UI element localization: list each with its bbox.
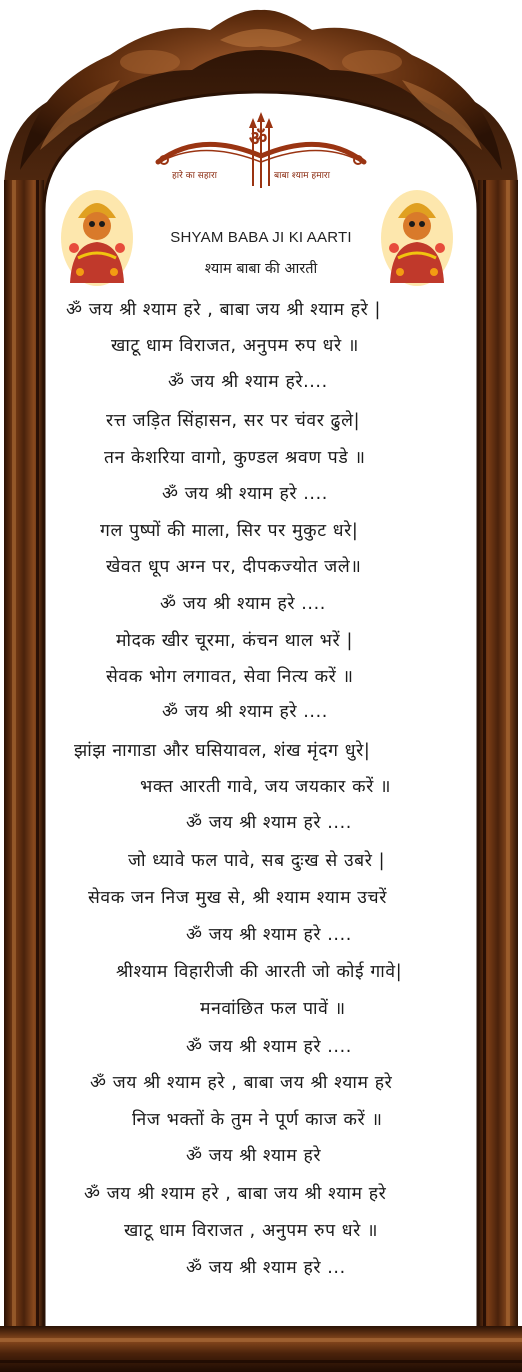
aarti-line: खाटू धाम विराजत , अनुपम रुप धरे ॥ [124, 1221, 379, 1241]
aarti-line: ॐ जय श्री श्याम हरे [186, 1146, 322, 1166]
aarti-line: ॐ जय श्री श्याम हरे , बाबा जय श्री श्याम हरे | [66, 300, 382, 320]
aarti-line: श्रीश्याम विहारीजी की आरती जो कोई गावे| [116, 962, 403, 982]
aarti-line: ॐ जय श्री श्याम हरे ... [186, 1258, 346, 1278]
aarti-line: खाटू धाम विराजत, अनुपम रुप धरे ॥ [111, 336, 359, 356]
aarti-line: जो ध्यावे फल पावे, सब दुःख से उबरे | [128, 851, 386, 871]
aarti-line: खेवत धूप अग्न पर, दीपकज्योत जले॥ [106, 557, 362, 577]
aarti-line: ॐ जय श्री श्याम हरे , बाबा जय श्री श्याम हरे [90, 1073, 393, 1093]
aarti-line: ॐ जय श्री श्याम हरे .... [160, 594, 326, 614]
aarti-line: मनवांछित फल पावें ॥ [200, 999, 346, 1019]
aarti-line: निज भक्तों के तुम ने पूर्ण काज करें ॥ [132, 1110, 383, 1130]
aarti-line: ॐ जय श्री श्याम हरे.... [168, 372, 328, 392]
aarti-line: ॐ जय श्री श्याम हरे .... [162, 702, 328, 722]
aarti-line: गल पुष्पों की माला, सिर पर मुकुट धरे| [100, 521, 359, 541]
aarti-line: सेवक जन निज मुख से, श्री श्याम श्याम उचरें [88, 888, 387, 908]
aarti-line: झांझ नागाडा और घसियावल, शंख मृंदग धुरे| [74, 741, 371, 761]
aarti-line: ॐ जय श्री श्याम हरे , बाबा जय श्री श्याम हरे [84, 1184, 387, 1204]
page-title: SHYAM BABA JI KI AARTI [170, 229, 352, 246]
aarti-line: ॐ जय श्री श्याम हरे .... [162, 484, 328, 504]
page-subtitle: श्याम बाबा की आरती [204, 261, 318, 277]
aarti-line: तन केशरिया वागो, कुण्डल श्रवण पडे ॥ [104, 448, 366, 468]
logo-caption-right: बाबा श्याम हमारा [274, 171, 330, 181]
header-logo [150, 110, 372, 190]
aarti-line: भक्त आरती गावे, जय जयकार करें ॥ [140, 777, 392, 797]
aarti-line: ॐ जय श्री श्याम हरे .... [186, 1037, 352, 1057]
aarti-line: रत्त जड़ित सिंहासन, सर पर चंवर ढुले| [106, 411, 361, 431]
logo-caption-left: हारे का सहारा [172, 171, 217, 181]
aarti-line: ॐ जय श्री श्याम हरे .... [186, 813, 352, 833]
aarti-line: सेवक भोग लगावत, सेवा नित्य करें ॥ [106, 667, 354, 687]
aarti-line: मोदक खीर चूरमा, कंचन थाल भरें | [116, 631, 353, 651]
aarti-line: ॐ जय श्री श्याम हरे .... [186, 925, 352, 945]
om-symbol: ॐ [249, 126, 268, 150]
